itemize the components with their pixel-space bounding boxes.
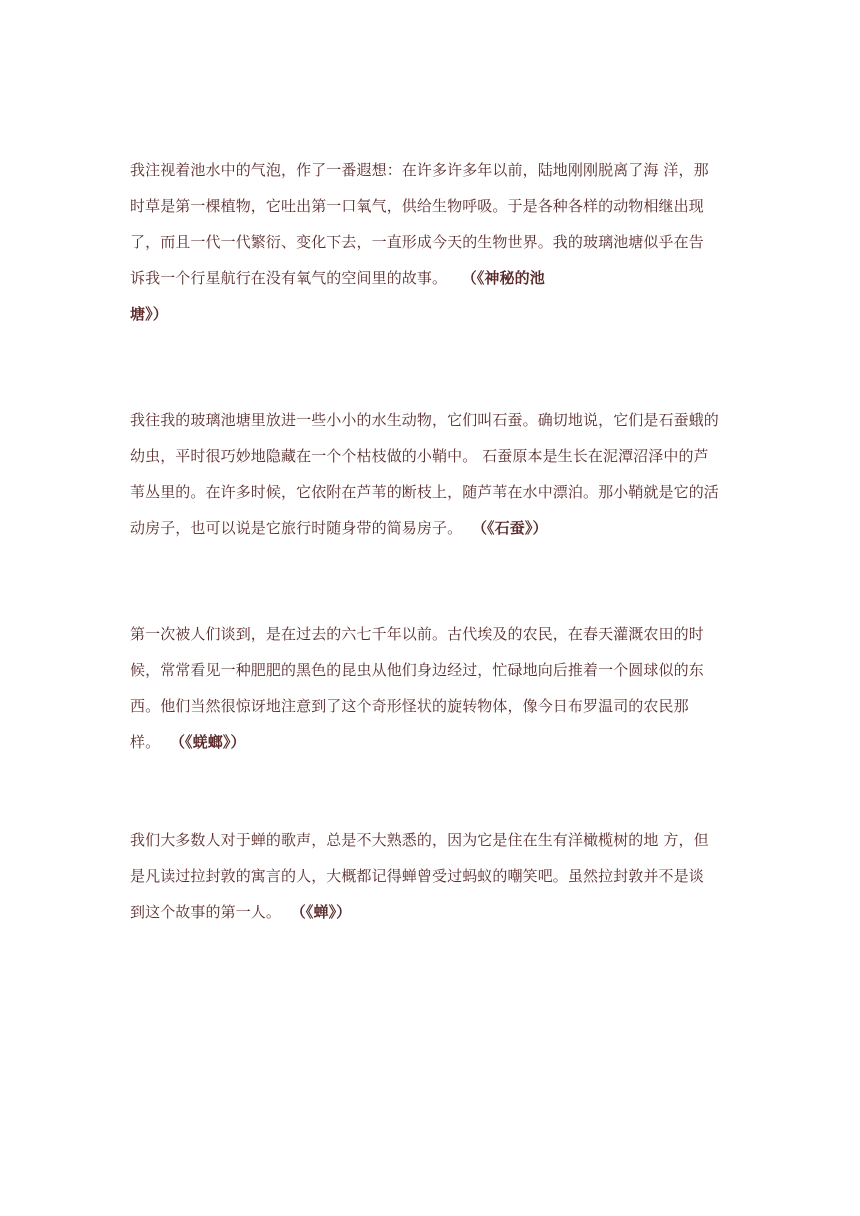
- text-line: [130, 901, 730, 937]
- text-line: 幼虫，平时很巧妙地隐藏在一个个枯枝做的小鞘中。 石蚕原本是生长在泥潭沼泽中的芦: [130, 447, 709, 465]
- text-line: 我往我的玻璃池塘里放进一些小小的水生动物，它们叫石蚕。确切地说，它们是石蚕蛾的: [130, 411, 719, 429]
- source-citation: （《蜣螂》）: [169, 733, 246, 751]
- excerpt-caddisfly: [130, 409, 730, 553]
- source-citation: （《蝉》）: [290, 903, 352, 921]
- text-line: 我们大多数人对于蝉的歌声，总是不大熟悉的，因为它是住在生有洋橄榄树的地 方，但: [130, 831, 709, 849]
- text-line: 是凡读过拉封敦的寓言的人，大概都记得蝉曾受过蚂蚁的嘲笑吧。虽然拉封敦并不是谈: [130, 867, 704, 885]
- text-line: 苇丛里的。在许多时候，它依附在芦苇的断枝上，随芦苇在水中漂泊。那小鞘就是它的活: [130, 483, 719, 501]
- text-line: 了，而且一代一代繁衍、变化下去，一直形成今天的生物世界。我的玻璃池塘似乎在告: [130, 233, 704, 251]
- text-line: 候，常常看见一种肥肥的黑色的昆虫从他们身边经过，忙碌地向后推着一个圆球似的东: [130, 661, 704, 679]
- text-fragment: 样。: [130, 733, 161, 751]
- text-fragment: 动房子，也可以说是它旅行时随身带的简易房子。: [130, 519, 463, 537]
- text-fragment: 诉我一个行星航行在没有氧气的空间里的故事。: [130, 269, 448, 287]
- excerpt-mysterious-pond: [130, 159, 730, 339]
- text-line: 我注视着池水中的气泡，作了一番遐想：在许多许多年以前，陆地刚刚脱离了海 洋，那: [130, 161, 709, 179]
- text-line: 第一次被人们谈到，是在过去的六七千年以前。古代埃及的农民，在春天灌溉农田的时: [130, 625, 704, 643]
- text-line: 西。他们当然很惊讶地注意到了这个奇形怪状的旋转物体，像今日布罗温司的农民那: [130, 697, 689, 715]
- excerpt-cicada: [130, 829, 730, 937]
- text-line: 时草是第一棵植物，它吐出第一口氧气，供给生物呼吸。于是各种各样的动物相继出现: [130, 197, 704, 215]
- source-citation: （《石蚕》）: [471, 519, 548, 537]
- text-fragment: 到这个故事的第一人。: [130, 903, 282, 921]
- text-line: [130, 517, 730, 553]
- excerpt-dung-beetle: [130, 623, 730, 767]
- text-line: [130, 731, 730, 767]
- source-citation-continued: 塘》）: [130, 305, 168, 323]
- source-citation: （《神秘的池: [461, 269, 545, 287]
- text-line: [130, 267, 730, 303]
